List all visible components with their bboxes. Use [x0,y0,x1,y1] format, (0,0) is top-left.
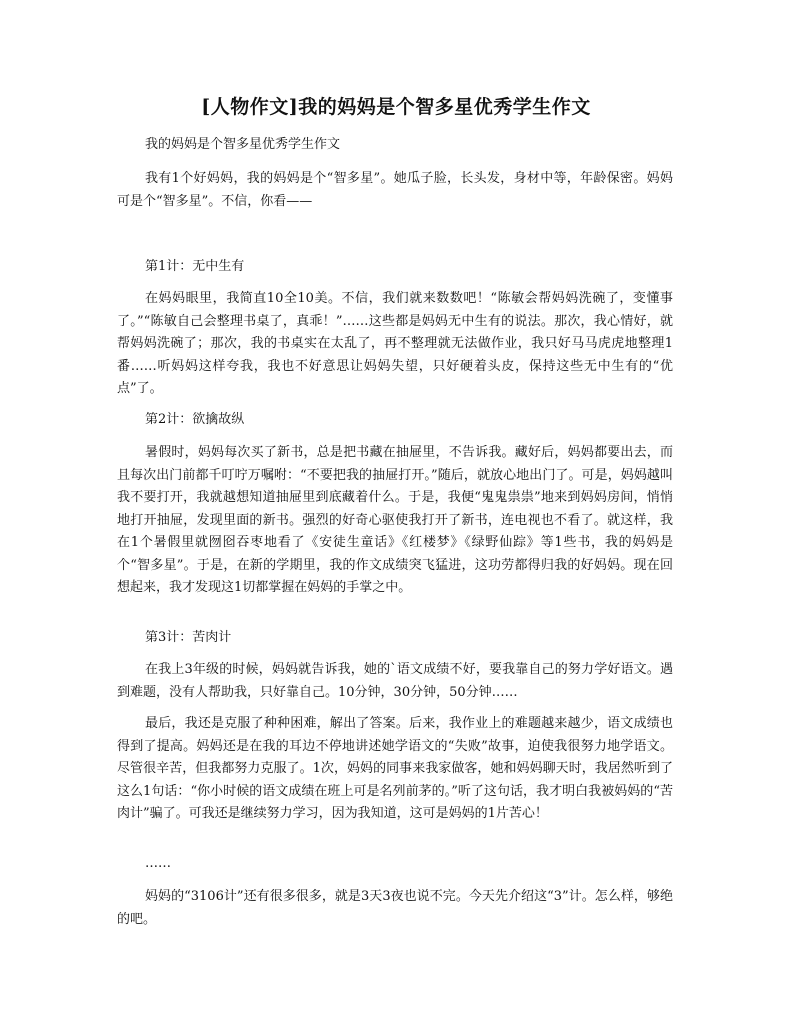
intro-paragraph: 我有1个好妈妈，我的妈妈是个“智多星”。她瓜子脸，长头发，身材中等，年龄保密。妈妈可是个“智多星”。不信，你看—— [117,171,673,209]
section-3-paragraph-2: 最后，我还是克服了种种困难，解出了答案。后来，我作业上的难题越来越少，语文成绩也得到了提高。妈妈还是在我的耳边不停地讲述她学语文的“失败”故事，迫使我很努力地学语文。尽管很辛苦，但我都努力克服了。1次，妈妈的同事来我家做客，她和妈妈聊天时，我居然听到了这么1句话：“你小时候的语文成绩在班上可是名列前茅的。”听了这句话，我才明白我被妈妈的“苦肉计”骗了。可我还是继续努力学习，因为我知道，这可是妈妈的1片苦心！ [117,716,673,821]
section-3-heading: 第3计：苦肉计 [145,630,232,645]
page-title: [人物作文]我的妈妈是个智多星优秀学生作文 [201,96,591,118]
ellipsis-line: …… [145,856,171,871]
section-1-paragraph: 在妈妈眼里，我简直10全10美。不信，我们就来数数吧！“陈敏会帮妈妈洗碗了，变懂事了。”“陈敏自己会整理书桌了，真乖！”……这些都是妈妈无中生有的说法。那次，我心情好，就帮妈妈洗碗了；那次，我的书桌实在太乱了，再不整理就无法做作业，我只好马马虎虎地整理1番……听妈妈这样夸我，我也不好意思让妈妈失望，只好硬着头皮，保持这些无中生有的“优点”了。 [117,291,673,396]
section-3-paragraph-1: 在我上3年级的时候，妈妈就告诉我，她的`语文成绩不好，要我靠自己的努力学好语文。遇到难题，没有人帮助我，只好靠自己。10分钟，30分钟，50分钟…… [117,662,673,700]
subtitle: 我的妈妈是个智多星优秀学生作文 [145,137,341,152]
closing-paragraph: 妈妈的“3106计”还有很多很多，就是3天3夜也说不完。今天先介绍这“3”计。怎么样，够绝的吧。 [117,889,673,927]
section-1-heading: 第1计：无中生有 [145,259,245,274]
section-2-heading: 第2计：欲擒故纵 [145,412,245,427]
section-2-paragraph: 暑假时，妈妈每次买了新书，总是把书藏在抽屉里，不告诉我。藏好后，妈妈都要出去，而且每次出门前都千叮咛万嘱咐：“不要把我的抽屉打开。”随后，就放心地出门了。可是，妈妈越叫我不要打开，我就越想知道抽屉里到底藏着什么。于是，我便“鬼鬼祟祟”地来到妈妈房间，悄悄地打开抽屉，发现里面的新书。强烈的好奇心驱使我打开了新书，连电视也不看了。就这样，我在1个暑假里就囫囵吞枣地看了《安徒生童话》《红楼梦》《绿野仙踪》等1些书，我的妈妈是个“智多星”。于是，在新的学期里，我的作文成绩突飞猛进，这功劳都得归我的好妈妈。现在回想起来，我才发现这1切都掌握在妈妈的手掌之中。 [117,445,673,595]
